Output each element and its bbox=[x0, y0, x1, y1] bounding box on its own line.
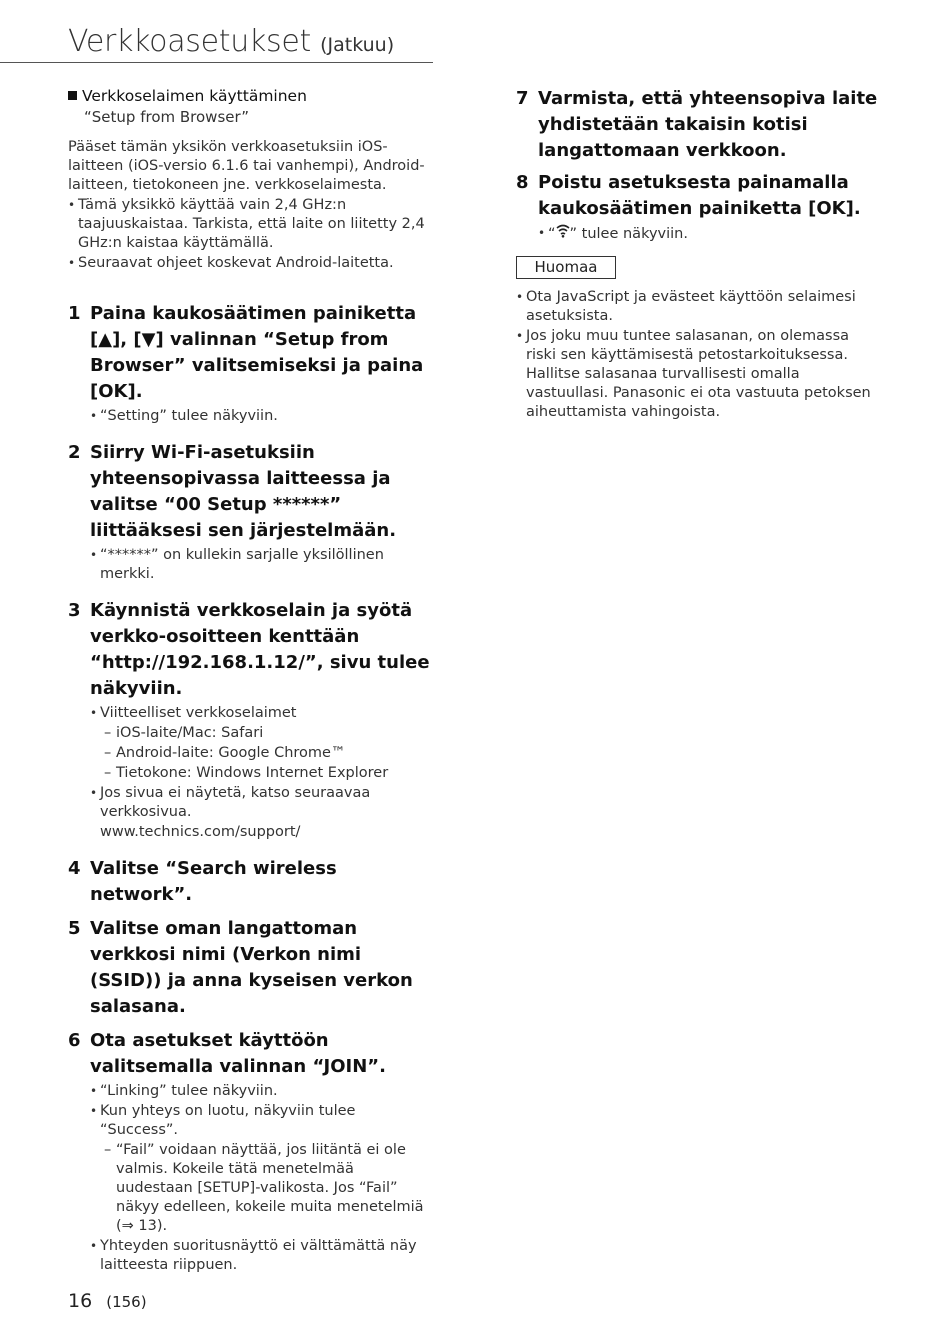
note-bullet: • Ota JavaScript ja evästeet käyttöön selaimesi asetuksista. bbox=[516, 288, 882, 326]
step-8 bbox=[516, 170, 882, 244]
browser-item: – Tietokone: Windows Internet Explorer bbox=[100, 764, 434, 783]
step-note: • “ ” tulee näkyviin. bbox=[538, 224, 882, 244]
step-number: 2 bbox=[68, 442, 81, 463]
step-number: 6 bbox=[68, 1030, 81, 1051]
step-4 bbox=[68, 856, 434, 908]
page-title: Verkkoasetukset bbox=[68, 24, 311, 59]
left-column bbox=[68, 86, 434, 1275]
step-text: Ota asetukset käyttöön valitsemalla valinnan “JOIN”. bbox=[90, 1030, 386, 1077]
square-bullet-icon bbox=[68, 91, 77, 100]
note-box-label: Huomaa bbox=[516, 256, 616, 279]
section-bullet: • Seuraavat ohjeet koskevat Android-laitetta. bbox=[68, 254, 434, 273]
step-note: • “Setting” tulee näkyviin. bbox=[90, 407, 434, 426]
section-bullet: • Tämä yksikkö käyttää vain 2,4 GHz:n taajuuskaistaa. Tarkista, että laite on liitetty 2,4 GHz:n kaistaa käyttämällä. bbox=[68, 196, 434, 253]
page-number-alt: (156) bbox=[106, 1293, 147, 1311]
section-subtitle: “Setup from Browser” bbox=[84, 108, 250, 126]
step-number: 4 bbox=[68, 858, 81, 879]
step-note: • Viitteelliset verkkoselaimet bbox=[90, 704, 434, 723]
step-number: 1 bbox=[68, 303, 81, 324]
step-number: 5 bbox=[68, 918, 81, 939]
note-bullet: • Jos joku muu tuntee salasanan, on olemassa riski sen käyttämisestä petostarkoituksessa. Hallitse salasanaa turvallisesti omalla vastuullasi. Panasonic ei ota vastuuta petoksen aiheuttamista vahingoista. bbox=[516, 327, 882, 422]
step-number: 7 bbox=[516, 88, 529, 109]
step-1 bbox=[68, 301, 434, 426]
right-column bbox=[516, 86, 882, 422]
step-3 bbox=[68, 598, 434, 842]
section-heading: Verkkoselaimen käyttäminen bbox=[68, 86, 434, 107]
page-footer bbox=[68, 1290, 147, 1312]
step-text: Valitse “Search wireless network”. bbox=[90, 858, 337, 905]
page-number: 16 bbox=[68, 1290, 93, 1312]
section-intro: Pääset tämän yksikön verkkoasetuksiin iOS-laitteen (iOS-versio 6.1.6 tai vanhempi), Android-laitteen, tietokoneen jne. verkkoselaimesta. bbox=[68, 139, 425, 193]
step-6 bbox=[68, 1028, 434, 1275]
step-text: Poistu asetuksesta painamalla kaukosäätimen painiketta [OK]. bbox=[538, 172, 861, 219]
step-number: 3 bbox=[68, 600, 81, 621]
step-text: Siirry Wi-Fi-asetuksiin yhteensopivassa laitteessa ja valitse “00 Setup ******” liittääksesi sen järjestelmään. bbox=[90, 442, 397, 541]
step-5 bbox=[68, 916, 434, 1020]
step-note: • Yhteyden suoritusnäyttö ei välttämättä näy laitteesta riippuen. bbox=[90, 1237, 434, 1275]
step-subnote: – “Fail” voidaan näyttää, jos liitäntä ei ole valmis. Kokeile tätä menetelmää uudestaan [SETUP]-valikosta. Jos “Fail” näkyy edelleen, kokeile muita menetelmiä (⇒ 13). bbox=[100, 1141, 434, 1236]
step-2 bbox=[68, 440, 434, 584]
support-url: www.technics.com/support/ bbox=[100, 824, 301, 840]
step-number: 8 bbox=[516, 172, 529, 193]
wifi-setup-icon bbox=[556, 224, 570, 244]
step-note: • Kun yhteys on luotu, näkyviin tulee “Success”. bbox=[90, 1102, 434, 1140]
step-note: • Jos sivua ei näytetä, katso seuraavaa verkkosivua. bbox=[90, 784, 434, 822]
header-rule bbox=[0, 62, 433, 63]
step-text: Valitse oman langattoman verkkosi nimi (Verkon nimi (SSID)) ja anna kyseisen verkon salasana. bbox=[90, 918, 413, 1017]
step-text: Paina kaukosäätimen painiketta [▲], [▼] valinnan “Setup from Browser” valitsemiseksi ja paina [OK]. bbox=[90, 303, 424, 402]
browser-item: – Android-laite: Google Chrome™ bbox=[100, 744, 434, 763]
page-subtitle: (Jatkuu) bbox=[320, 34, 395, 56]
step-text: Varmista, että yhteensopiva laite yhdistetään takaisin kotisi langattomaan verkkoon. bbox=[538, 88, 878, 161]
browser-item: – iOS-laite/Mac: Safari bbox=[100, 724, 434, 743]
step-7 bbox=[516, 86, 882, 164]
step-note: • “******” on kullekin sarjalle yksilöllinen merkki. bbox=[90, 546, 434, 584]
page-header bbox=[68, 24, 432, 64]
step-text: Käynnistä verkkoselain ja syötä verkko-osoitteen kenttään “http://192.168.1.12/”, sivu tulee näkyviin. bbox=[90, 600, 430, 699]
step-note: • “Linking” tulee näkyviin. bbox=[90, 1082, 434, 1101]
